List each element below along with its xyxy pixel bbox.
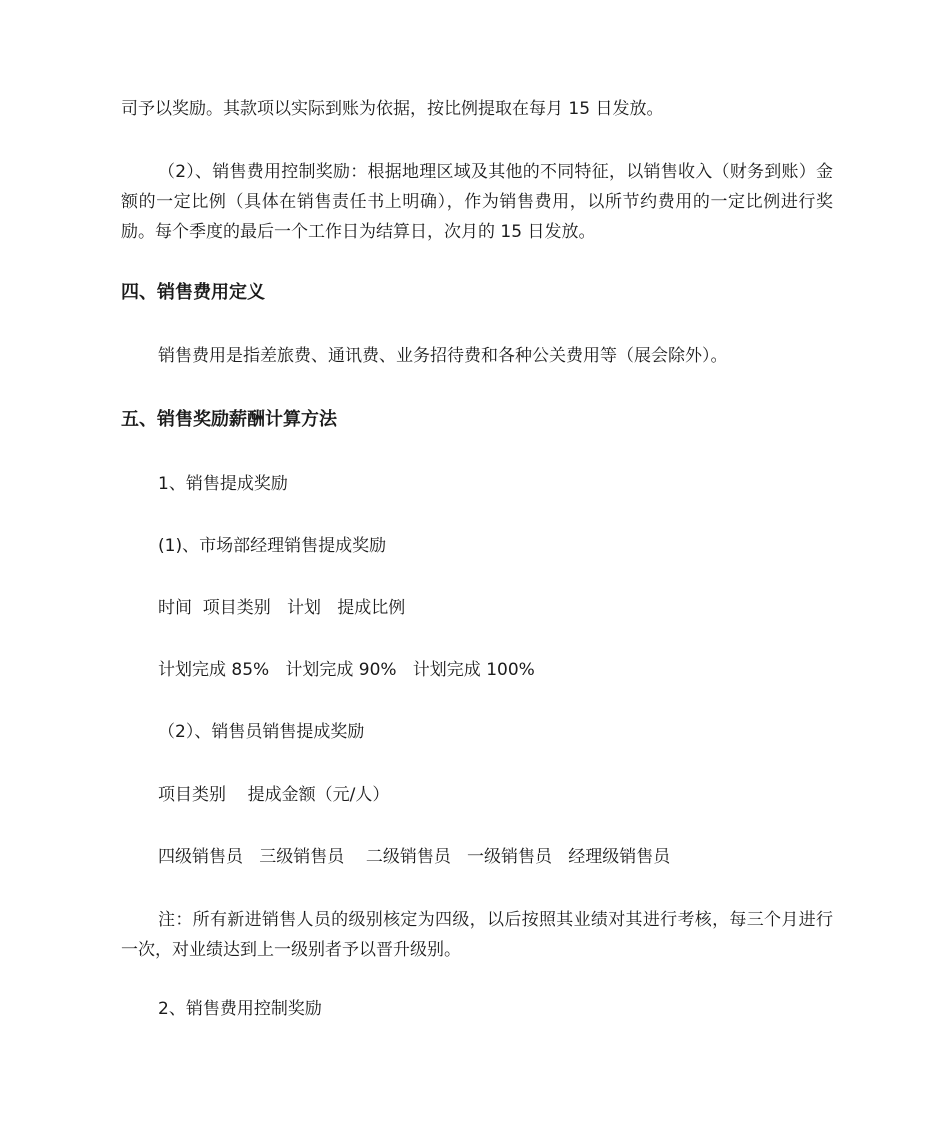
table-row-manager: 计划完成 85% 计划完成 90% 计划完成 100%: [158, 660, 535, 680]
paragraph-cost-control-reward: （2）、销售费用控制奖励：根据地理区域及其他的不同特征，以销售收入（财务到账）金额的一定比例（具体在销售责任书上明确），作为销售费用，以所节约费用的一定比例进行奖励。每个季度的最后一个工作日为结算日，次月的 15 日发放。: [121, 162, 833, 242]
paragraph-note: 注：所有新进销售人员的级别核定为四级，以后按照其业绩对其进行考核，每三个月进行一次，对业绩达到上一级别者予以晋升级别。: [121, 910, 833, 960]
paragraph-continuation: 司予以奖励。其款项以实际到账为依据，按比例提取在每月 15 日发放。: [121, 99, 664, 119]
list-item-manager-commission: (1)、市场部经理销售提成奖励: [158, 536, 387, 556]
section-heading-5: 五、销售奖励薪酬计算方法: [121, 409, 337, 430]
table-row-salesperson-levels: 四级销售员 三级销售员 二级销售员 一级销售员 经理级销售员: [158, 847, 671, 867]
list-item-cost-control-reward: 2、销售费用控制奖励: [158, 999, 322, 1019]
paragraph-cost-definition: 销售费用是指差旅费、通讯费、业务招待费和各种公关费用等（展会除外）。: [158, 346, 728, 366]
list-item-sales-commission: 1、销售提成奖励: [158, 474, 288, 494]
table-header-salesperson: 项目类别 提成金额（元/人）: [158, 785, 390, 805]
list-item-salesperson-commission: （2）、销售员销售提成奖励: [158, 722, 365, 742]
table-header-manager: 时间 项目类别 计划 提成比例: [158, 598, 406, 618]
section-heading-4: 四、销售费用定义: [121, 282, 265, 303]
